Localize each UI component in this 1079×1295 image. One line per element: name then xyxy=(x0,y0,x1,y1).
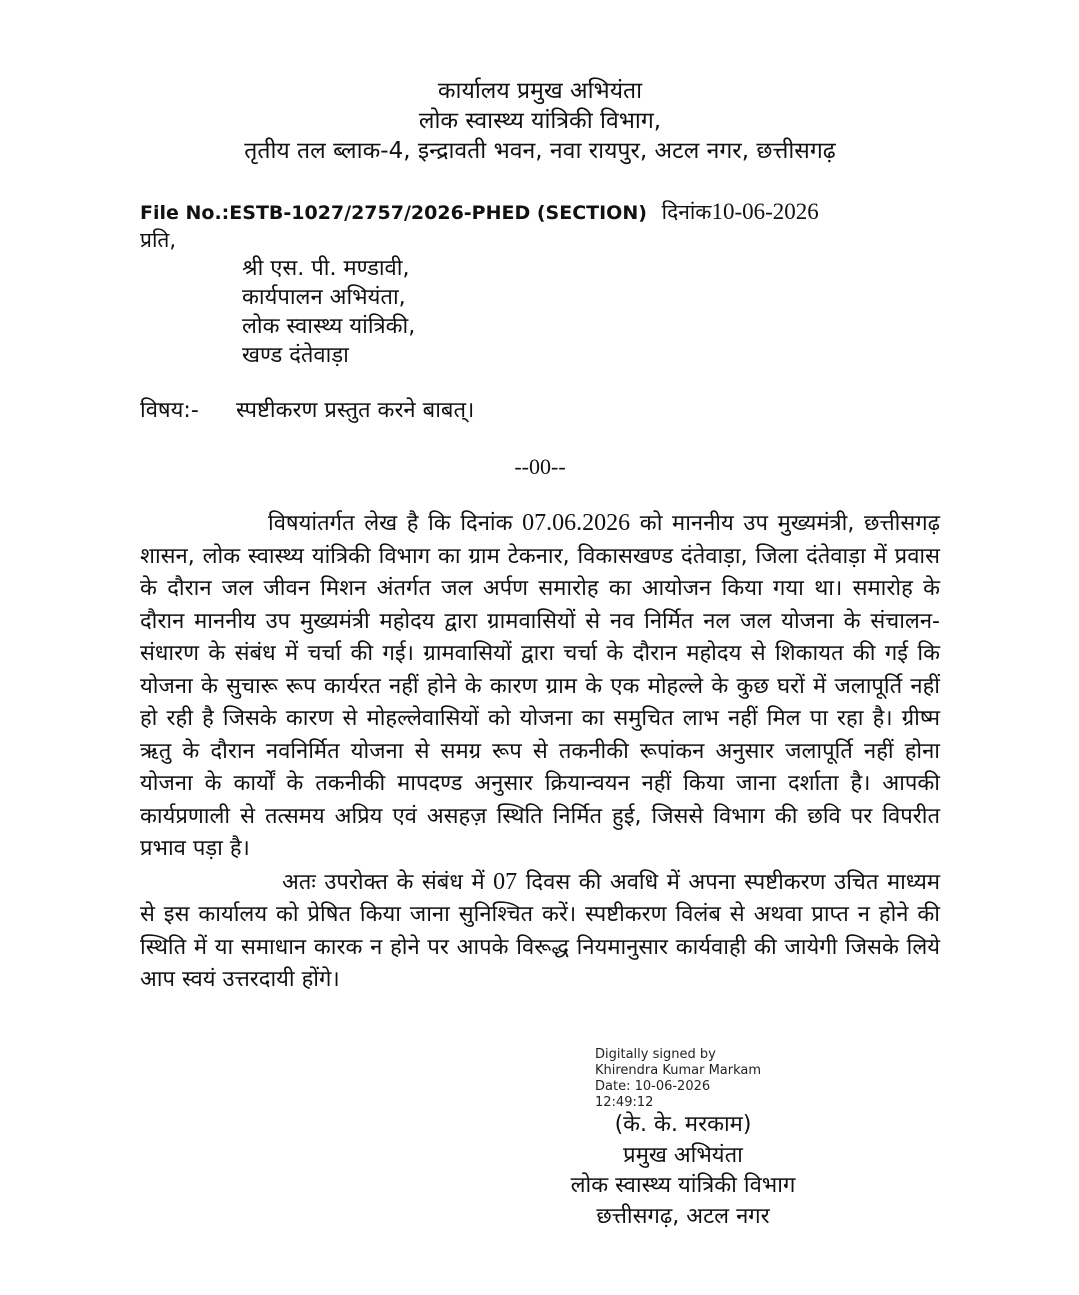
subject-line xyxy=(140,396,474,426)
body-paragraph-2 xyxy=(140,866,940,997)
event-date: 07.06.2026 xyxy=(522,510,631,536)
recipient-name: श्री एस. पी. मण्डावी, xyxy=(242,256,410,281)
days-count: 07 xyxy=(493,868,518,895)
digsig-date: Date: 10-06-2026 xyxy=(595,1079,711,1094)
letterhead xyxy=(140,76,940,166)
to-label: प्रति, xyxy=(140,228,177,252)
body-paragraph-1 xyxy=(140,507,940,866)
signatory-block xyxy=(500,1110,866,1232)
recipient-designation: कार्यपालन अभियंता, xyxy=(242,285,406,310)
file-reference-line xyxy=(140,198,819,227)
letter-body xyxy=(140,507,940,997)
date-label: दिनांक xyxy=(661,200,712,224)
signatory-name: (के. के. मरकाम) xyxy=(614,1112,752,1137)
recipient-division: खण्ड दंतेवाड़ा xyxy=(242,343,349,368)
signatory-department: लोक स्वास्थ्य यांत्रिकी विभाग xyxy=(570,1173,796,1198)
signatory-designation: प्रमुख अभियंता xyxy=(623,1142,743,1168)
recipient-department: लोक स्वास्थ्य यांत्रिकी, xyxy=(242,314,416,339)
office-address: तृतीय तल ब्लाक-4, इन्द्रावती भवन, नवा रायपुर, अटल नगर, छत्तीसगढ़ xyxy=(244,138,836,164)
recipient-address xyxy=(242,254,415,370)
para1-start: विषयांतर्गत लेख है कि दिनांक xyxy=(268,511,523,536)
digsig-time: 12:49:12 xyxy=(595,1095,654,1110)
para2-rest: दिवस की अवधि में अपना स्पष्टीकरण उचित माध्यम से इस कार्यालय को प्रेषित किया जाना सुनिश्चित करें। स्पष्टीकरण विलंब से अथवा प्राप्त न होने की स्थिति में या समाधान कारक न होने पर आपके विरूद्ध नियमानुसार कार्यवाही की जायेगी जिसके लिये आप स्वयं उत्तरदायी होंगे। xyxy=(140,869,940,992)
digsig-line-1: Digitally signed by xyxy=(595,1047,716,1062)
para1-rest: को माननीय उप मुख्यमंत्री, छत्तीसगढ़ शासन, लोक स्वास्थ्य यांत्रिकी विभाग का ग्राम टेकनार, विकासखण्ड दंतेवाड़ा, जिला दंतेवाड़ा में प्रवास के दौरान जल जीवन मिशन अंतर्गत जल अर्पण समारोह का आयोजन किया गया था। समारोह के दौरान माननीय उप मुख्यमंत्री महोदय द्वारा ग्रामवासियों से नव निर्मित नल जल योजना के संचालन-संधारण के संबंध में चर्चा की गई। ग्रामवासियों द्वारा चर्चा के दौरान महोदय से शिकायत की गई कि योजना के सुचारू रूप कार्यरत नहीं होने के कारण ग्राम के एक मोहल्ले के कुछ घरों में जलापूर्ति नहीं हो रही है जिसके कारण से मोहल्लेवासियों को योजना का समुचित लाभ नहीं मिल पा रहा है। ग्रीष्म ऋतु के दौरान नवनिर्मित योजना से समग्र रूप से तकनीकी रूपांकन अनुसार जलापूर्ति नहीं होना योजना के कार्यों के तकनीकी मापदण्ड अनुसार क्रियान्वयन नहीं किया जाना दर्शाता है। आपकी कार्यप्रणाली से तत्समय अप्रिय एवं असहज़ स्थिति निर्मित हुई, जिससे विभाग की छवि पर विपरीत प्रभाव पड़ा है। xyxy=(140,511,940,861)
para2-start: अतः उपरोक्त के संबंध में xyxy=(282,869,494,895)
signatory-location: छत्तीसगढ़, अटल नगर xyxy=(596,1203,770,1229)
digital-signature-block xyxy=(595,1047,761,1111)
office-title: कार्यालय प्रमुख अभियंता xyxy=(437,78,643,104)
department-name: लोक स्वास्थ्य यांत्रिकी विभाग, xyxy=(418,108,662,134)
digsig-signer: Khirendra Kumar Markam xyxy=(595,1063,762,1078)
separator: --00-- xyxy=(514,454,566,479)
letter-date: 10-06-2026 xyxy=(711,199,819,224)
subject-label: विषय:- xyxy=(140,398,199,423)
file-number: File No.:ESTB-1027/2757/2026-PHED (SECTION) xyxy=(140,202,647,224)
subject-text: स्पष्टीकरण प्रस्तुत करने बाबत्। xyxy=(236,398,475,423)
